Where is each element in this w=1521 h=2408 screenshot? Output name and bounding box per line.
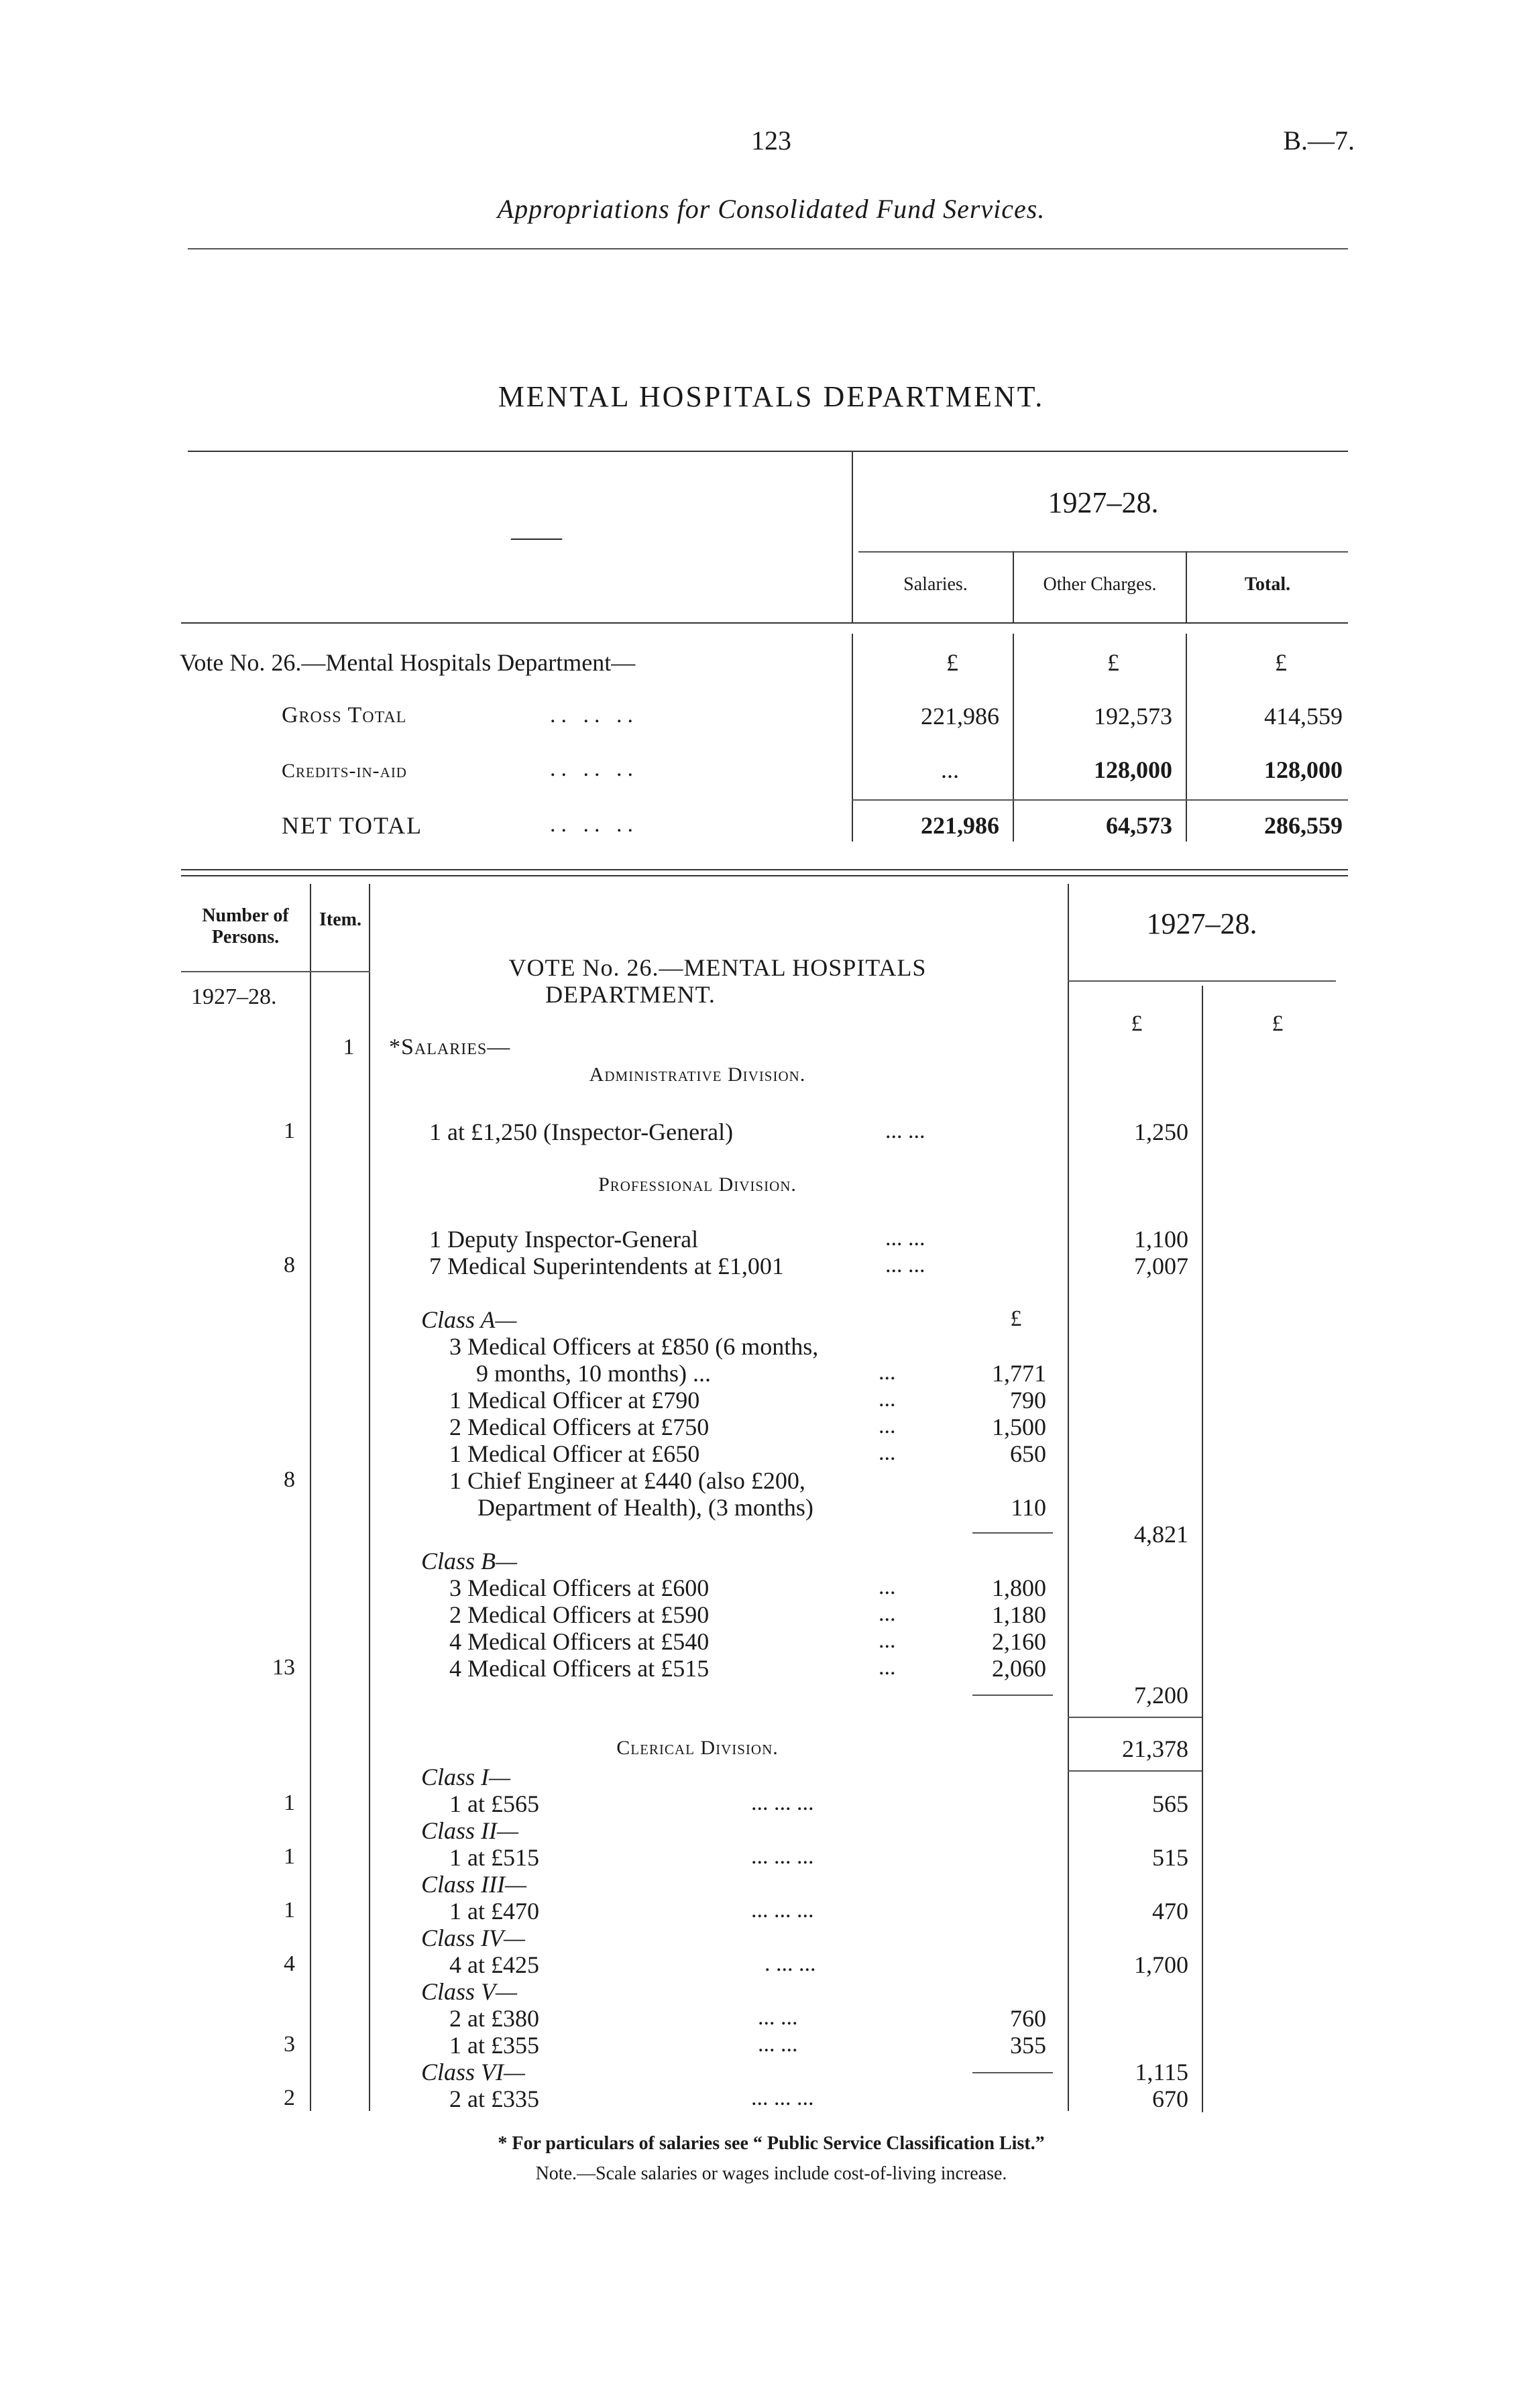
department-heading: MENTAL HOSPITALS DEPARTMENT. — [498, 380, 1045, 413]
class-iv-line: 4 at £425 — [449, 1951, 539, 1978]
class-i-persons: 1 — [284, 1790, 295, 1815]
prof-total-under-rule — [1068, 1770, 1202, 1772]
class-b-dots-2: ... — [879, 1601, 896, 1626]
net-total-label: NET TOTAL — [282, 812, 423, 839]
clerical-division-heading: Clerical Division. — [616, 1737, 779, 1759]
summary-bottom-rule-1 — [181, 869, 1348, 870]
class-iii-label: Class III— — [421, 1871, 527, 1898]
class-a-dots-4: ... — [879, 1414, 896, 1438]
class-v-dots-1: ... ... — [758, 2005, 798, 2030]
currency-other: £ — [1107, 649, 1119, 676]
admin-value: 1,250 — [1134, 1119, 1188, 1145]
admin-division-heading: Administrative Division. — [589, 1064, 806, 1086]
vote-title-line-2: DEPARTMENT. — [545, 981, 716, 1008]
persons-year: 1927–28. — [191, 984, 277, 1009]
col-salaries: Salaries. — [903, 574, 968, 595]
class-b-line-3: 4 Medical Officers at £540 — [449, 1628, 710, 1655]
class-iv-dots: . ... ... — [765, 1951, 816, 1976]
summary-body-divider-0 — [852, 634, 853, 842]
class-iii-value: 470 — [1152, 1898, 1188, 1925]
summary-body-divider-1 — [1013, 634, 1014, 842]
prof-value-1: 1,100 — [1134, 1226, 1188, 1253]
class-vi-label: Class VI— — [421, 2059, 526, 2085]
summary-vote-label: Vote No. 26.—Mental Hospitals Department— — [180, 649, 636, 676]
summary-body-divider-2 — [1186, 634, 1187, 842]
class-a-value-5: 650 — [1010, 1440, 1046, 1467]
class-b-sum-rule — [972, 1695, 1053, 1696]
footnote-scale-salaries: Note.—Scale salaries or wages include cost-of-living increase. — [535, 2163, 1007, 2184]
class-i-dots: ... ... ... — [751, 1790, 814, 1815]
credits-other: 128,000 — [1094, 756, 1172, 783]
prof-total: 21,378 — [1122, 1735, 1188, 1762]
col-total: Total. — [1244, 574, 1291, 595]
class-b-value-3: 2,160 — [992, 1628, 1046, 1655]
detail-currency-2: £ — [1272, 1011, 1284, 1036]
class-b-label: Class B— — [421, 1548, 518, 1574]
class-ii-value: 515 — [1152, 1844, 1188, 1871]
admin-line: 1 at £1,250 (Inspector-General) — [429, 1119, 734, 1145]
class-b-value-2: 1,180 — [992, 1601, 1046, 1628]
class-vi-line: 2 at £335 — [449, 2085, 539, 2112]
net-total-dots: .. .. .. — [550, 812, 638, 837]
class-a-value-2: 1,771 — [992, 1360, 1046, 1387]
class-v-value-2: 355 — [1010, 2032, 1046, 2059]
class-b-persons: 13 — [272, 1655, 295, 1680]
credits-dots: .. .. .. — [550, 756, 638, 781]
prof-division-heading: Professional Division. — [598, 1173, 797, 1196]
col-number-of-persons: Number of Persons. — [202, 905, 289, 948]
detail-year: 1927–28. — [1146, 907, 1257, 940]
class-a-line-4: 2 Medical Officers at £750 — [449, 1414, 710, 1440]
class-a-persons: 8 — [284, 1467, 295, 1492]
salaries-label: *Salaries— — [389, 1035, 511, 1059]
class-ii-label: Class II— — [421, 1817, 519, 1844]
col-item: Item. — [319, 909, 361, 930]
class-a-total: 4,821 — [1134, 1521, 1188, 1548]
class-iv-label: Class IV— — [421, 1925, 526, 1951]
class-iii-line: 1 at £470 — [449, 1898, 539, 1925]
summary-header-rule — [181, 622, 1348, 624]
class-b-dots-1: ... — [879, 1574, 896, 1599]
class-a-line-3: 1 Medical Officer at £790 — [449, 1387, 700, 1414]
class-vi-dots: ... ... ... — [751, 2085, 814, 2110]
gross-other: 192,573 — [1094, 703, 1172, 730]
footnote-classification: * For particulars of salaries see “ Public Service Classification List.” — [498, 2133, 1045, 2154]
class-v-line-2: 1 at £355 — [449, 2032, 539, 2059]
class-i-value: 565 — [1152, 1790, 1188, 1817]
class-a-line-7: Department of Health), (3 months) — [477, 1494, 813, 1521]
class-v-persons: 3 — [284, 2032, 295, 2057]
class-a-line-1: 3 Medical Officers at £850 (6 months, — [449, 1333, 819, 1360]
summary-year-rule — [858, 551, 1348, 553]
prof-dots-1: ... ... — [885, 1226, 925, 1251]
prof-line-2: 7 Medical Superintendents at £1,001 — [429, 1253, 784, 1279]
class-b-dots-3: ... — [879, 1628, 896, 1653]
class-ii-persons: 1 — [284, 1844, 295, 1869]
detail-currency-1: £ — [1131, 1011, 1143, 1036]
credits-label: Credits-in-aid — [282, 760, 407, 782]
class-a-dots-3: ... — [879, 1387, 896, 1412]
class-vi-value: 670 — [1152, 2085, 1188, 2112]
credits-total: 128,000 — [1264, 756, 1343, 783]
gross-total: 414,559 — [1264, 703, 1343, 730]
net-salaries: 221,986 — [921, 812, 999, 839]
class-iv-persons: 4 — [284, 1951, 295, 1976]
class-b-value-4: 2,060 — [992, 1655, 1046, 1682]
class-iii-persons: 1 — [284, 1898, 295, 1923]
class-v-dots-2: ... ... — [758, 2032, 798, 2057]
class-iv-value: 1,700 — [1134, 1951, 1188, 1978]
class-iii-dots: ... ... ... — [751, 1898, 814, 1923]
net-rule — [852, 799, 1348, 801]
class-i-line: 1 at £565 — [449, 1790, 539, 1817]
class-v-label: Class V— — [421, 1978, 518, 2005]
class-b-line-4: 4 Medical Officers at £515 — [449, 1655, 710, 1682]
prof-line-1: 1 Deputy Inspector-General — [429, 1226, 699, 1253]
admin-dots: ... ... — [885, 1119, 925, 1143]
class-v-line-1: 2 at £380 — [449, 2005, 539, 2032]
summary-divider — [852, 451, 853, 624]
page-number: 123 — [751, 125, 791, 156]
class-a-dots-5: ... — [879, 1440, 896, 1465]
prof-value-2: 7,007 — [1134, 1253, 1188, 1279]
class-a-value-3: 790 — [1010, 1387, 1046, 1414]
header-left-rule — [181, 971, 370, 972]
prof-dots-2: ... ... — [885, 1253, 925, 1277]
header-rule — [188, 248, 1348, 249]
class-a-value-7: 110 — [1011, 1494, 1046, 1521]
class-a-pound: £ — [1010, 1306, 1022, 1331]
summary-bottom-rule-2 — [181, 875, 1348, 876]
summary-year: 1927–28. — [1048, 486, 1159, 519]
class-a-line-5: 1 Medical Officer at £650 — [449, 1440, 700, 1467]
gross-total-label: Gross Total — [282, 703, 407, 728]
currency-salaries: £ — [946, 649, 958, 676]
class-a-value-4: 1,500 — [992, 1414, 1046, 1440]
item-col-rule — [369, 884, 370, 2111]
class-b-dots-4: ... — [879, 1655, 896, 1680]
class-b-line-1: 3 Medical Officers at £600 — [449, 1574, 710, 1601]
class-b-total: 7,200 — [1134, 1682, 1188, 1709]
class-v-value-1: 760 — [1010, 2005, 1046, 2032]
admin-persons: 1 — [284, 1119, 295, 1143]
class-ii-line: 1 at £515 — [449, 1844, 539, 1871]
currency-total: £ — [1275, 649, 1287, 676]
summary-dash: —— — [511, 523, 562, 551]
col-other-charges: Other Charges. — [1043, 574, 1157, 595]
credits-salaries: ... — [941, 756, 959, 783]
class-i-label: Class I— — [421, 1764, 511, 1790]
persons-col-rule — [310, 884, 311, 2111]
class-vi-persons: 2 — [284, 2085, 295, 2110]
class-v-total: 1,115 — [1135, 2059, 1188, 2085]
class-v-sum-rule — [972, 2072, 1053, 2073]
vote-title-line-1: VOTE No. 26.—MENTAL HOSPITALS — [508, 954, 927, 981]
header-right-rule — [1068, 980, 1336, 982]
gross-total-dots: .. .. .. — [550, 703, 638, 728]
page-reference: B.—7. — [1283, 125, 1355, 156]
class-ii-dots: ... ... ... — [751, 1844, 814, 1869]
amount-col-rule — [1068, 884, 1069, 2111]
total-col-rule — [1202, 986, 1203, 2112]
class-a-line-6: 1 Chief Engineer at £440 (also £200, — [449, 1467, 805, 1494]
summary-top-rule — [188, 451, 1348, 452]
net-other: 64,573 — [1106, 812, 1172, 839]
prof-total-rule — [1068, 1717, 1202, 1718]
net-total: 286,559 — [1264, 812, 1343, 839]
class-b-value-1: 1,800 — [992, 1574, 1046, 1601]
class-a-dots-2: ... — [879, 1360, 896, 1385]
class-a-label: Class A— — [421, 1306, 517, 1333]
gross-salaries: 221,986 — [921, 703, 999, 730]
class-a-line-2: 9 months, 10 months) ... — [476, 1360, 712, 1387]
class-b-line-2: 2 Medical Officers at £590 — [449, 1601, 710, 1628]
page-title: Appropriations for Consolidated Fund Services. — [497, 194, 1046, 224]
class-a-sum-rule — [972, 1532, 1053, 1534]
prof-persons: 8 — [284, 1253, 295, 1277]
item-number: 1 — [343, 1035, 355, 1059]
